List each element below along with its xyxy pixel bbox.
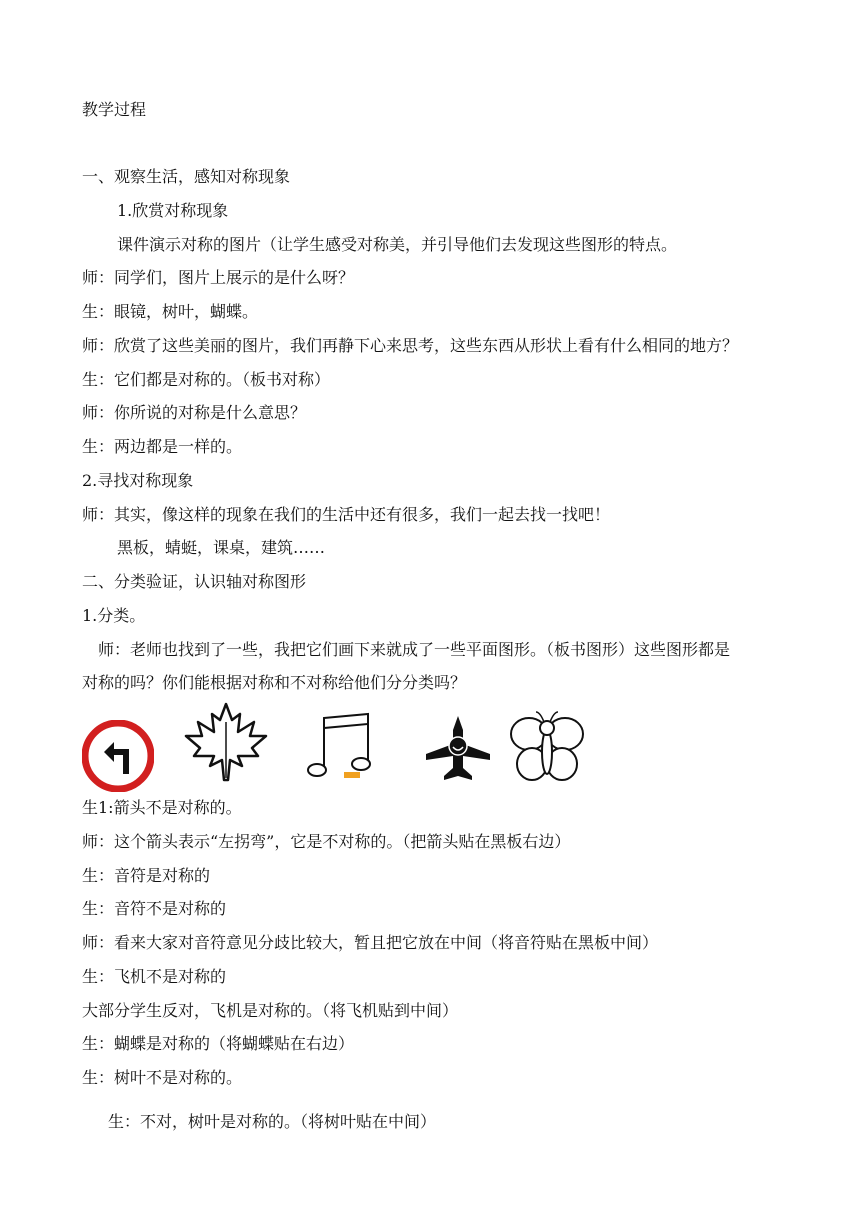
subheading-2: 2.寻找对称现象 bbox=[82, 471, 194, 490]
paragraph-teacher-line1: 师：老师也找到了一些，我把它们画下来就成了一些平面图形。（板书图形）这些图形都是 bbox=[98, 640, 731, 659]
dialogue-line: 师：看来大家对音符意见分歧比较大，暂且把它放在中间（将音符贴在黑板中间） bbox=[82, 933, 659, 952]
dialogue-line: 师：欣赏了这些美丽的图片，我们再静下心来思考，这些东西从形状上看有什么相同的地方？ bbox=[82, 336, 739, 355]
paragraph-courseware: 课件演示对称的图片（让学生感受对称美，并引导他们去发现这些图形的特点。 bbox=[117, 235, 678, 254]
dialogue-line: 生1:箭头不是对称的。 bbox=[82, 798, 242, 817]
maple-leaf-icon bbox=[182, 702, 270, 784]
dialogue-line: 大部分学生反对，飞机是对称的。（将飞机贴到中间） bbox=[82, 1001, 459, 1020]
music-note-icon bbox=[304, 710, 376, 782]
dialogue-line: 生：眼镜，树叶，蝴蝶。 bbox=[82, 302, 259, 321]
dialogue-line: 师：其实，像这样的现象在我们的生活中还有很多，我们一起去找一找吧！ bbox=[82, 505, 611, 524]
section-heading-2: 二、分类验证，认识轴对称图形 bbox=[82, 572, 307, 591]
dialogue-line: 师：这个箭头表示“左拐弯”，它是不对称的。（把箭头贴在黑板右边） bbox=[82, 832, 571, 851]
dialogue-line: 生：树叶不是对称的。 bbox=[82, 1068, 243, 1087]
subheading-3: 1.分类。 bbox=[82, 606, 146, 625]
subheading-1: 1.欣赏对称现象 bbox=[117, 201, 229, 220]
dialogue-line: 生：飞机不是对称的 bbox=[82, 967, 227, 986]
dialogue-line: 师：同学们，图片上展示的是什么呀？ bbox=[82, 268, 355, 287]
paragraph-examples: 黑板，蜻蜓，课桌，建筑…… bbox=[117, 538, 326, 557]
left-turn-sign-icon bbox=[82, 720, 154, 792]
section-heading-1: 一、观察生活，感知对称现象 bbox=[82, 167, 291, 186]
dialogue-line: 生：两边都是一样的。 bbox=[82, 437, 243, 456]
paragraph-teacher-line2: 对称的吗？你们能根据对称和不对称给他们分分类吗？ bbox=[82, 673, 467, 692]
airplane-icon bbox=[424, 714, 492, 782]
dialogue-line: 生：蝴蝶是对称的（将蝴蝶贴在右边） bbox=[82, 1034, 355, 1053]
figure-row bbox=[82, 702, 602, 794]
dialogue-line: 生：不对，树叶是对称的。（将树叶贴在中间） bbox=[108, 1112, 437, 1131]
page-title: 教学过程 bbox=[82, 100, 147, 119]
dialogue-line: 师：你所说的对称是什么意思？ bbox=[82, 403, 307, 422]
butterfly-icon bbox=[508, 708, 586, 788]
dialogue-line: 生：音符不是对称的 bbox=[82, 899, 227, 918]
dialogue-line: 生：音符是对称的 bbox=[82, 866, 211, 885]
dialogue-line: 生：它们都是对称的。（板书对称） bbox=[82, 370, 331, 389]
